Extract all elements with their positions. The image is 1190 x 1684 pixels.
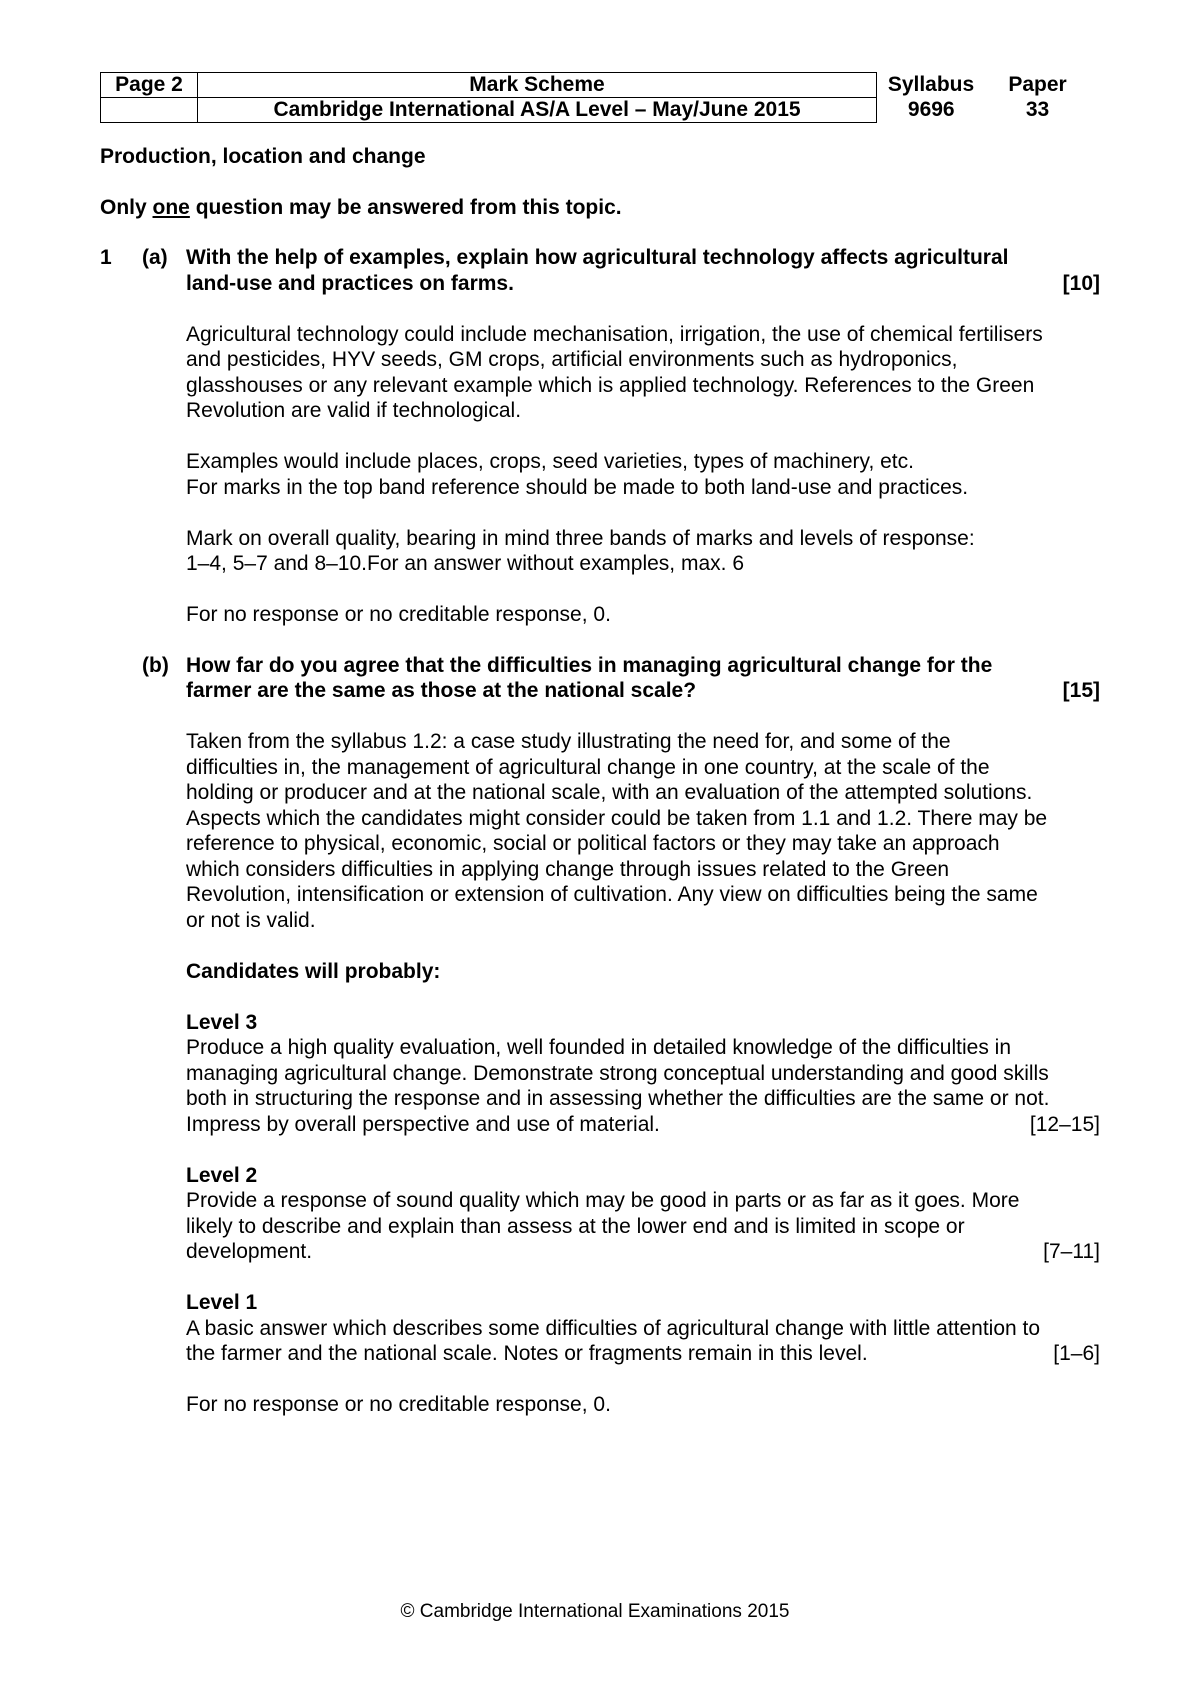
- empty-cell: [101, 98, 198, 123]
- paper-label: Paper: [1008, 73, 1067, 96]
- header-table: [100, 72, 1090, 123]
- no-response-note: For no response or no creditable response, 0.: [186, 1393, 611, 1416]
- question-marks: [10]: [1062, 271, 1100, 295]
- question-number: 1: [100, 246, 112, 269]
- question-text: How far do you agree that the difficulties in managing agricultural change for the farmer are the same as those at the national scale? [15]: [186, 653, 1100, 702]
- footer-copyright: © Cambridge International Examinations 2015: [400, 1601, 790, 1622]
- level-1: Level 1 A basic answer which describes some difficulties of agricultural change with little attention to the farmer and the national scale. Notes or fragments remain in this level. [1–6]: [186, 1291, 1100, 1365]
- page-number: Page 2: [101, 73, 198, 98]
- level-marks: [12–15]: [1029, 1112, 1100, 1136]
- topic-title: Production, location and change: [100, 145, 426, 168]
- paragraph: Taken from the syllabus 1.2: a case study illustrating the need for, and some of the difficulties in, the management of agricultural change in one country, at the scale of the holding or producer and at the national scale, with an evaluation of the attempted solutions. Aspects which the candidates might consider could be taken from 1.1 and 1.2. There may be reference to physical, economic, social or political factors or they may take an approach which considers difficulties in applying change through issues related to the Green Revolution, intensification or extension of cultivation. Any view on difficulties being the same or not is valid.: [186, 730, 1048, 932]
- underlined-word: one: [152, 195, 190, 219]
- question-text: With the help of examples, explain how agricultural technology affects agricultural land-use and practices on farms. [10]: [186, 246, 1100, 295]
- paper-value: 33: [1025, 98, 1050, 121]
- candidates-heading: Candidates will probably:: [186, 959, 441, 983]
- level-marks: [7–11]: [1043, 1240, 1100, 1263]
- syllabus-label: Syllabus: [887, 73, 975, 96]
- document-title: Mark Scheme: [198, 73, 877, 98]
- topic-note: Only one question may be answered from this topic.: [100, 195, 622, 219]
- paragraph: Mark on overall quality, bearing in mind three bands of marks and levels of response: 1–4, 5–7 and 8–10.For an answer without examples, max. 6: [186, 526, 975, 575]
- paragraph: Examples would include places, crops, seed varieties, types of machinery, etc. For marks in the top band reference should be made to both land-use and practices.: [186, 450, 969, 499]
- syllabus-value: 9696: [907, 98, 955, 121]
- question-part-b: (b): [142, 653, 169, 677]
- answer-1b: [100, 729, 1100, 1418]
- question-marks: [15]: [1062, 679, 1100, 702]
- answer-1a: [100, 322, 1100, 628]
- document-subtitle: Cambridge International AS/A Level – May/June 2015: [198, 98, 877, 123]
- level-title: Level 3: [186, 1010, 258, 1034]
- level-title: Level 2: [186, 1163, 258, 1187]
- level-title: Level 1: [186, 1291, 258, 1314]
- level-3: Level 3 Produce a high quality evaluation, well founded in detailed knowledge of the difficulties in managing agricultural change. Demonstrate strong conceptual understanding and good skills both in structuring the response and in assessing whether the difficulties are the same or not. Impress by overall perspective and use of material. [12–15]: [186, 1010, 1100, 1136]
- level-2: Level 2 Provide a response of sound quality which may be good in parts or as far as it goes. More likely to describe and explain than assess at the lower end and is limited in scope or development. [7–11]: [186, 1163, 1100, 1263]
- no-response-note: For no response or no creditable response, 0.: [186, 603, 611, 626]
- question-part-a: (a): [142, 246, 168, 269]
- document-page: [100, 72, 1100, 1418]
- paragraph: Agricultural technology could include mechanisation, irrigation, the use of chemical fertilisers and pesticides, HYV seeds, GM crops, artificial environments such as hydroponics, glasshouses or any relevant example which is applied technology. References to the Green Revolution are valid if technological.: [186, 322, 1043, 422]
- question-1a: [100, 245, 1100, 296]
- level-marks: [1–6]: [1053, 1342, 1100, 1365]
- question-1b: [100, 653, 1100, 704]
